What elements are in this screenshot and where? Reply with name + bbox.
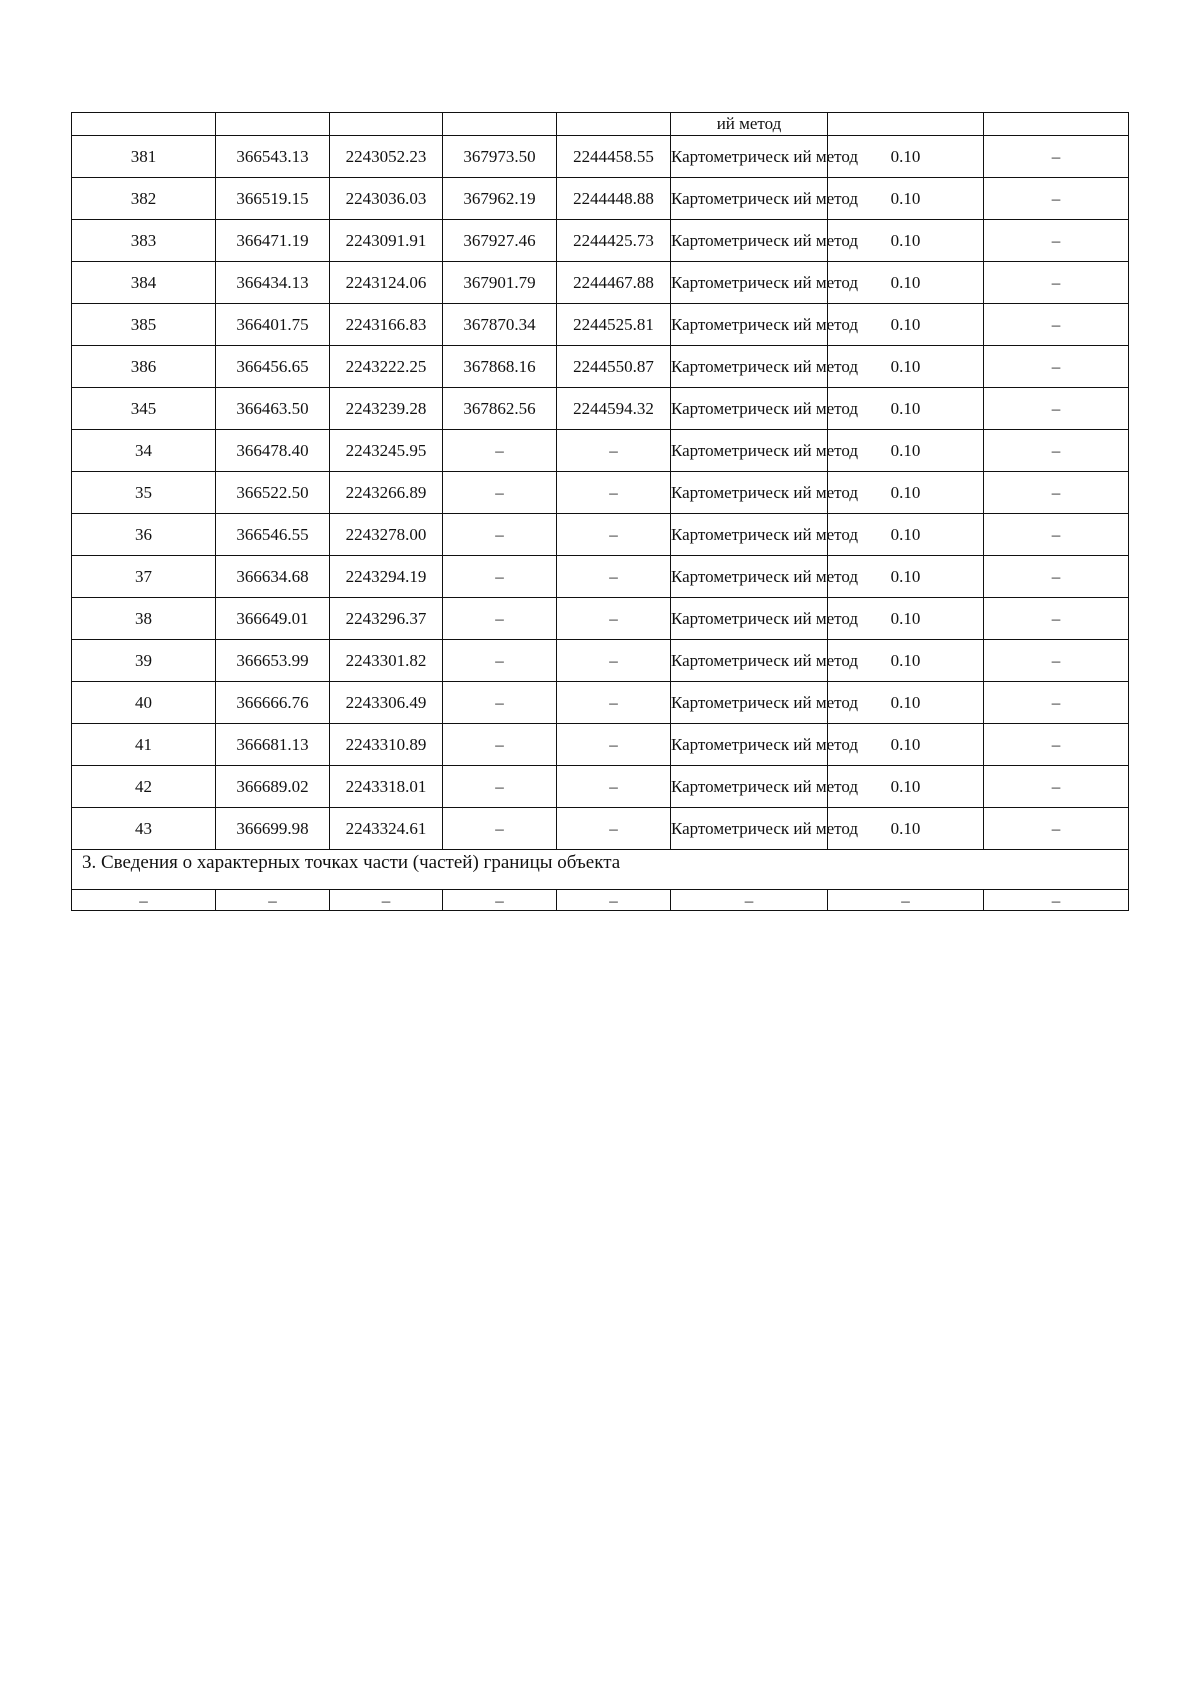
cell-point: 383 bbox=[72, 220, 216, 262]
cell-method: Картометрическ ий метод bbox=[671, 472, 828, 514]
section-3-title: 3. Сведения о характерных точках части (частей) границы объекта bbox=[72, 850, 1129, 890]
cell-point: 386 bbox=[72, 346, 216, 388]
cell-x2: – bbox=[443, 472, 557, 514]
cell-description: – bbox=[984, 682, 1129, 724]
empty-cell: – bbox=[557, 890, 671, 911]
table-row bbox=[72, 346, 1129, 388]
table-row bbox=[72, 136, 1129, 178]
cell-description: – bbox=[984, 430, 1129, 472]
cell-x: 366634.68 bbox=[216, 556, 330, 598]
cell-x2: – bbox=[443, 514, 557, 556]
cell-y: 2243091.91 bbox=[330, 220, 443, 262]
cell-x2: 367870.34 bbox=[443, 304, 557, 346]
cell-point: 36 bbox=[72, 514, 216, 556]
cell-point: 42 bbox=[72, 766, 216, 808]
cell-y: 2243294.19 bbox=[330, 556, 443, 598]
cell-y2: – bbox=[557, 724, 671, 766]
cell-x2: – bbox=[443, 724, 557, 766]
cell-x: 366649.01 bbox=[216, 598, 330, 640]
cell-method: Картометрическ ий метод bbox=[671, 724, 828, 766]
cell-method: Картометрическ ий метод bbox=[671, 220, 828, 262]
cell-y: 2243306.49 bbox=[330, 682, 443, 724]
cell-method: Картометрическ ий метод bbox=[671, 136, 828, 178]
cell-method: Картометрическ ий метод bbox=[671, 514, 828, 556]
cell-y2: 2244525.81 bbox=[557, 304, 671, 346]
cell-x2: – bbox=[443, 766, 557, 808]
table-row bbox=[72, 262, 1129, 304]
cell-x: 366546.55 bbox=[216, 514, 330, 556]
cell-description: – bbox=[984, 472, 1129, 514]
cell-y2: – bbox=[557, 640, 671, 682]
cell-method: Картометрическ ий метод bbox=[671, 304, 828, 346]
cell-x bbox=[216, 113, 330, 136]
cell-y: 2243245.95 bbox=[330, 430, 443, 472]
cell-description: – bbox=[984, 514, 1129, 556]
cell-description bbox=[984, 113, 1129, 136]
cell-y: 2243318.01 bbox=[330, 766, 443, 808]
cell-method: Картометрическ ий метод bbox=[671, 346, 828, 388]
cell-point: 40 bbox=[72, 682, 216, 724]
cell-x2: – bbox=[443, 682, 557, 724]
cell-y: 2243222.25 bbox=[330, 346, 443, 388]
continuation-row bbox=[72, 113, 1129, 136]
cell-point: 39 bbox=[72, 640, 216, 682]
cell-y2: – bbox=[557, 556, 671, 598]
cell-method: Картометрическ ий метод bbox=[671, 640, 828, 682]
cell-y2: 2244467.88 bbox=[557, 262, 671, 304]
cell-x2: 367868.16 bbox=[443, 346, 557, 388]
cell-x: 366471.19 bbox=[216, 220, 330, 262]
cell-x: 366478.40 bbox=[216, 430, 330, 472]
cell-y: 2243239.28 bbox=[330, 388, 443, 430]
cell-accuracy: 0.10 bbox=[828, 514, 984, 556]
cell-description: – bbox=[984, 724, 1129, 766]
table-row bbox=[72, 598, 1129, 640]
cell-y: 2243324.61 bbox=[330, 808, 443, 850]
cell-y: 2243052.23 bbox=[330, 136, 443, 178]
cell-x2: – bbox=[443, 556, 557, 598]
cell-x: 366434.13 bbox=[216, 262, 330, 304]
table-row bbox=[72, 472, 1129, 514]
cell-point: 384 bbox=[72, 262, 216, 304]
cell-y2 bbox=[557, 113, 671, 136]
cell-y2: – bbox=[557, 766, 671, 808]
cell-method: Картометрическ ий метод bbox=[671, 766, 828, 808]
cell-method: Картометрическ ий метод bbox=[671, 178, 828, 220]
cell-accuracy: 0.10 bbox=[828, 724, 984, 766]
cell-description: – bbox=[984, 346, 1129, 388]
cell-x: 366543.13 bbox=[216, 136, 330, 178]
cell-y2: 2244448.88 bbox=[557, 178, 671, 220]
cell-x: 366699.98 bbox=[216, 808, 330, 850]
cell-x: 366456.65 bbox=[216, 346, 330, 388]
cell-accuracy: 0.10 bbox=[828, 682, 984, 724]
empty-cell: – bbox=[828, 890, 984, 911]
table-row bbox=[72, 304, 1129, 346]
table-row bbox=[72, 724, 1129, 766]
cell-point bbox=[72, 113, 216, 136]
cell-x2: – bbox=[443, 640, 557, 682]
cell-description: – bbox=[984, 808, 1129, 850]
cell-y: 2243124.06 bbox=[330, 262, 443, 304]
cell-point: 35 bbox=[72, 472, 216, 514]
cell-accuracy: 0.10 bbox=[828, 220, 984, 262]
cell-accuracy: 0.10 bbox=[828, 304, 984, 346]
table-row bbox=[72, 430, 1129, 472]
coordinates-table bbox=[71, 112, 1129, 911]
cell-accuracy: 0.10 bbox=[828, 556, 984, 598]
table-body bbox=[72, 113, 1129, 911]
cell-method: Картометрическ ий метод bbox=[671, 556, 828, 598]
cell-y: 2243166.83 bbox=[330, 304, 443, 346]
cell-description: – bbox=[984, 640, 1129, 682]
cell-x: 366463.50 bbox=[216, 388, 330, 430]
cell-y2: – bbox=[557, 598, 671, 640]
cell-y2: – bbox=[557, 430, 671, 472]
cell-point: 37 bbox=[72, 556, 216, 598]
cell-y2: – bbox=[557, 514, 671, 556]
table-row bbox=[72, 640, 1129, 682]
empty-cell: – bbox=[984, 890, 1129, 911]
table-row bbox=[72, 388, 1129, 430]
cell-accuracy: 0.10 bbox=[828, 808, 984, 850]
cell-method: Картометрическ ий метод bbox=[671, 388, 828, 430]
cell-description: – bbox=[984, 766, 1129, 808]
section-3-row bbox=[72, 850, 1129, 890]
cell-x2: 367862.56 bbox=[443, 388, 557, 430]
empty-cell: – bbox=[671, 890, 828, 911]
cell-x: 366666.76 bbox=[216, 682, 330, 724]
cell-x: 366522.50 bbox=[216, 472, 330, 514]
cell-point: 382 bbox=[72, 178, 216, 220]
cell-point: 43 bbox=[72, 808, 216, 850]
cell-x: 366681.13 bbox=[216, 724, 330, 766]
cell-x2: – bbox=[443, 808, 557, 850]
cell-method: Картометрическ ий метод bbox=[671, 262, 828, 304]
cell-method: Картометрическ ий метод bbox=[671, 682, 828, 724]
empty-cell: – bbox=[72, 890, 216, 911]
cell-point: 385 bbox=[72, 304, 216, 346]
cell-y2: 2244425.73 bbox=[557, 220, 671, 262]
empty-cell: – bbox=[216, 890, 330, 911]
cell-y2: 2244458.55 bbox=[557, 136, 671, 178]
cell-x2: – bbox=[443, 598, 557, 640]
cell-y: 2243036.03 bbox=[330, 178, 443, 220]
cell-accuracy bbox=[828, 113, 984, 136]
cell-point: 41 bbox=[72, 724, 216, 766]
cell-accuracy: 0.10 bbox=[828, 136, 984, 178]
cell-description: – bbox=[984, 598, 1129, 640]
cell-y: 2243310.89 bbox=[330, 724, 443, 766]
cell-x2: 367927.46 bbox=[443, 220, 557, 262]
table-row bbox=[72, 556, 1129, 598]
cell-method: Картометрическ ий метод bbox=[671, 808, 828, 850]
empty-cell: – bbox=[443, 890, 557, 911]
cell-y bbox=[330, 113, 443, 136]
cell-y2: 2244594.32 bbox=[557, 388, 671, 430]
cell-accuracy: 0.10 bbox=[828, 640, 984, 682]
cell-description: – bbox=[984, 556, 1129, 598]
cell-y2: – bbox=[557, 472, 671, 514]
cell-description: – bbox=[984, 136, 1129, 178]
table-row bbox=[72, 682, 1129, 724]
cell-y: 2243278.00 bbox=[330, 514, 443, 556]
table-row bbox=[72, 220, 1129, 262]
table-row bbox=[72, 514, 1129, 556]
table-row bbox=[72, 766, 1129, 808]
cell-x2: 367901.79 bbox=[443, 262, 557, 304]
cell-accuracy: 0.10 bbox=[828, 430, 984, 472]
cell-accuracy: 0.10 bbox=[828, 178, 984, 220]
cell-point: 38 bbox=[72, 598, 216, 640]
cell-description: – bbox=[984, 220, 1129, 262]
table-row bbox=[72, 178, 1129, 220]
empty-row bbox=[72, 890, 1129, 911]
cell-y: 2243296.37 bbox=[330, 598, 443, 640]
cell-y2: 2244550.87 bbox=[557, 346, 671, 388]
cell-accuracy: 0.10 bbox=[828, 262, 984, 304]
document-page bbox=[71, 112, 1128, 911]
cell-x2: – bbox=[443, 430, 557, 472]
cell-x: 366401.75 bbox=[216, 304, 330, 346]
cell-y: 2243301.82 bbox=[330, 640, 443, 682]
cell-description: – bbox=[984, 178, 1129, 220]
table-row bbox=[72, 808, 1129, 850]
empty-cell: – bbox=[330, 890, 443, 911]
cell-accuracy: 0.10 bbox=[828, 346, 984, 388]
cell-description: – bbox=[984, 304, 1129, 346]
cell-description: – bbox=[984, 388, 1129, 430]
cell-x: 366519.15 bbox=[216, 178, 330, 220]
cell-point: 381 bbox=[72, 136, 216, 178]
cell-point: 345 bbox=[72, 388, 216, 430]
cell-y2: – bbox=[557, 682, 671, 724]
cell-accuracy: 0.10 bbox=[828, 388, 984, 430]
cell-accuracy: 0.10 bbox=[828, 472, 984, 514]
cell-accuracy: 0.10 bbox=[828, 598, 984, 640]
cell-point: 34 bbox=[72, 430, 216, 472]
cell-method: Картометрическ ий метод bbox=[671, 430, 828, 472]
cell-accuracy: 0.10 bbox=[828, 766, 984, 808]
cell-x: 366653.99 bbox=[216, 640, 330, 682]
cell-y: 2243266.89 bbox=[330, 472, 443, 514]
cell-x: 366689.02 bbox=[216, 766, 330, 808]
cell-x2 bbox=[443, 113, 557, 136]
cell-y2: – bbox=[557, 808, 671, 850]
cell-method: ий метод bbox=[671, 113, 828, 136]
cell-x2: 367973.50 bbox=[443, 136, 557, 178]
cell-method: Картометрическ ий метод bbox=[671, 598, 828, 640]
cell-description: – bbox=[984, 262, 1129, 304]
cell-x2: 367962.19 bbox=[443, 178, 557, 220]
